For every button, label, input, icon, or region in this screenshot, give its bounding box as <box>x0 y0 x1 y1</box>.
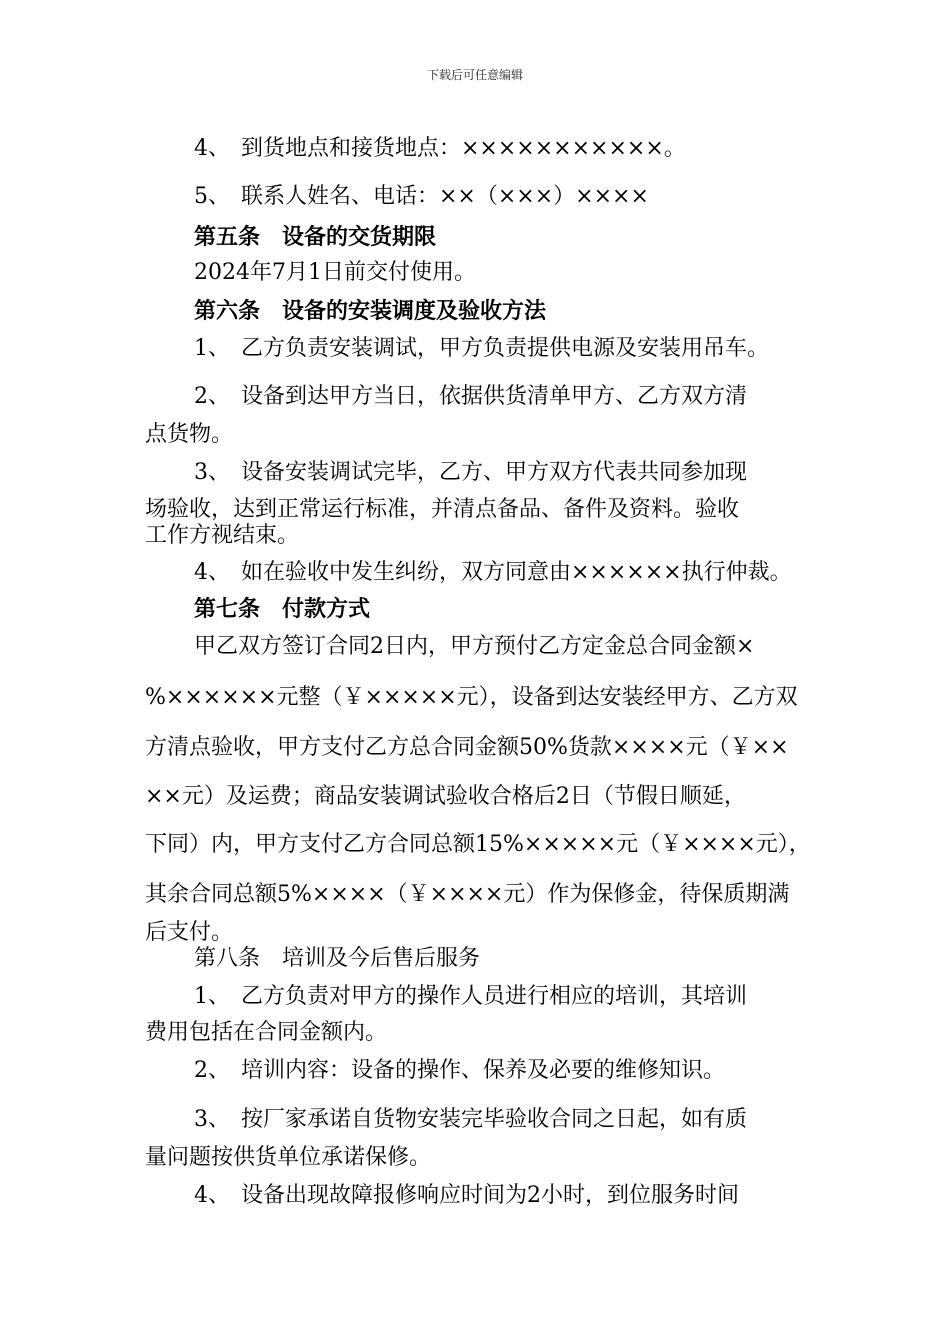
article-7-text-4: ××元）及运费；商品安装调试验收合格后2日（节假日顺延， <box>145 784 746 809</box>
clause-4-item-4: 4、 到货地点和接货地点：×××××××××××。 <box>194 136 686 161</box>
article-7-text-5: 下同）内，甲方支付乙方合同总额15%×××××元（￥××××元）， <box>145 832 811 857</box>
article-8-item-1-cont: 费用包括在合同金额内。 <box>145 1020 388 1045</box>
page-header: 下载后可任意编辑 <box>426 68 523 82</box>
article-8-item-3-cont: 量问题按供货单位承诺保修。 <box>145 1145 432 1170</box>
article-8-heading: 第八条 培训及今后售后服务 <box>194 946 481 971</box>
article-5-heading: 第五条 设备的交货期限 <box>194 224 437 250</box>
article-5-text: 2024年7月1日前交付使用。 <box>194 260 476 285</box>
article-8-item-2: 2、 培训内容：设备的操作、保养及必要的维修知识。 <box>194 1058 725 1083</box>
article-8-item-4: 4、 设备出现故障报修响应时间为2小时，到位服务时间 <box>194 1183 739 1208</box>
article-8-item-3: 3、 按厂家承诺自货物安装完毕验收合同之日起，如有质 <box>194 1107 747 1132</box>
article-7-text-2: %××××××元整（￥×××××元），设备到达安装经甲方、乙方双 <box>145 685 798 710</box>
article-7-text-3: 方清点验收，甲方支付乙方总合同金额50%货款××××元（￥×× <box>145 735 789 760</box>
article-7-text-7: 后支付。 <box>145 920 234 945</box>
clause-4-item-5: 5、 联系人姓名、电话：××（×××）×××× <box>194 184 649 209</box>
article-6-item-2: 2、 设备到达甲方当日，依据供货清单甲方、乙方双方清 <box>194 384 747 409</box>
article-6-item-3-cont-2: 工作方视结束。 <box>145 523 300 548</box>
article-6-item-1: 1、 乙方负责安装调试，甲方负责提供电源及安装用吊车。 <box>194 336 769 361</box>
article-6-item-3: 3、 设备安装调试完毕，乙方、甲方双方代表共同参加现 <box>194 460 747 485</box>
article-7-heading: 第七条 付款方式 <box>194 596 371 622</box>
article-8-item-1: 1、 乙方负责对甲方的操作人员进行相应的培训，其培训 <box>194 984 747 1009</box>
article-6-heading: 第六条 设备的安装调度及验收方法 <box>194 298 547 324</box>
article-7-text-6: 其余合同总额5%××××（￥××××元）作为保修金，待保质期满 <box>145 882 790 907</box>
article-7-text-1: 甲乙双方签订合同2日内，甲方预付乙方定金总合同金额× <box>194 634 755 659</box>
article-6-item-4: 4、 如在验收中发生纠纷，双方同意由××××××执行仲裁。 <box>194 560 792 585</box>
article-6-item-3-cont-1: 场验收，达到正常运行标准，并清点备品、备件及资料。验收 <box>145 497 740 522</box>
article-6-item-2-cont: 点货物。 <box>145 422 234 447</box>
